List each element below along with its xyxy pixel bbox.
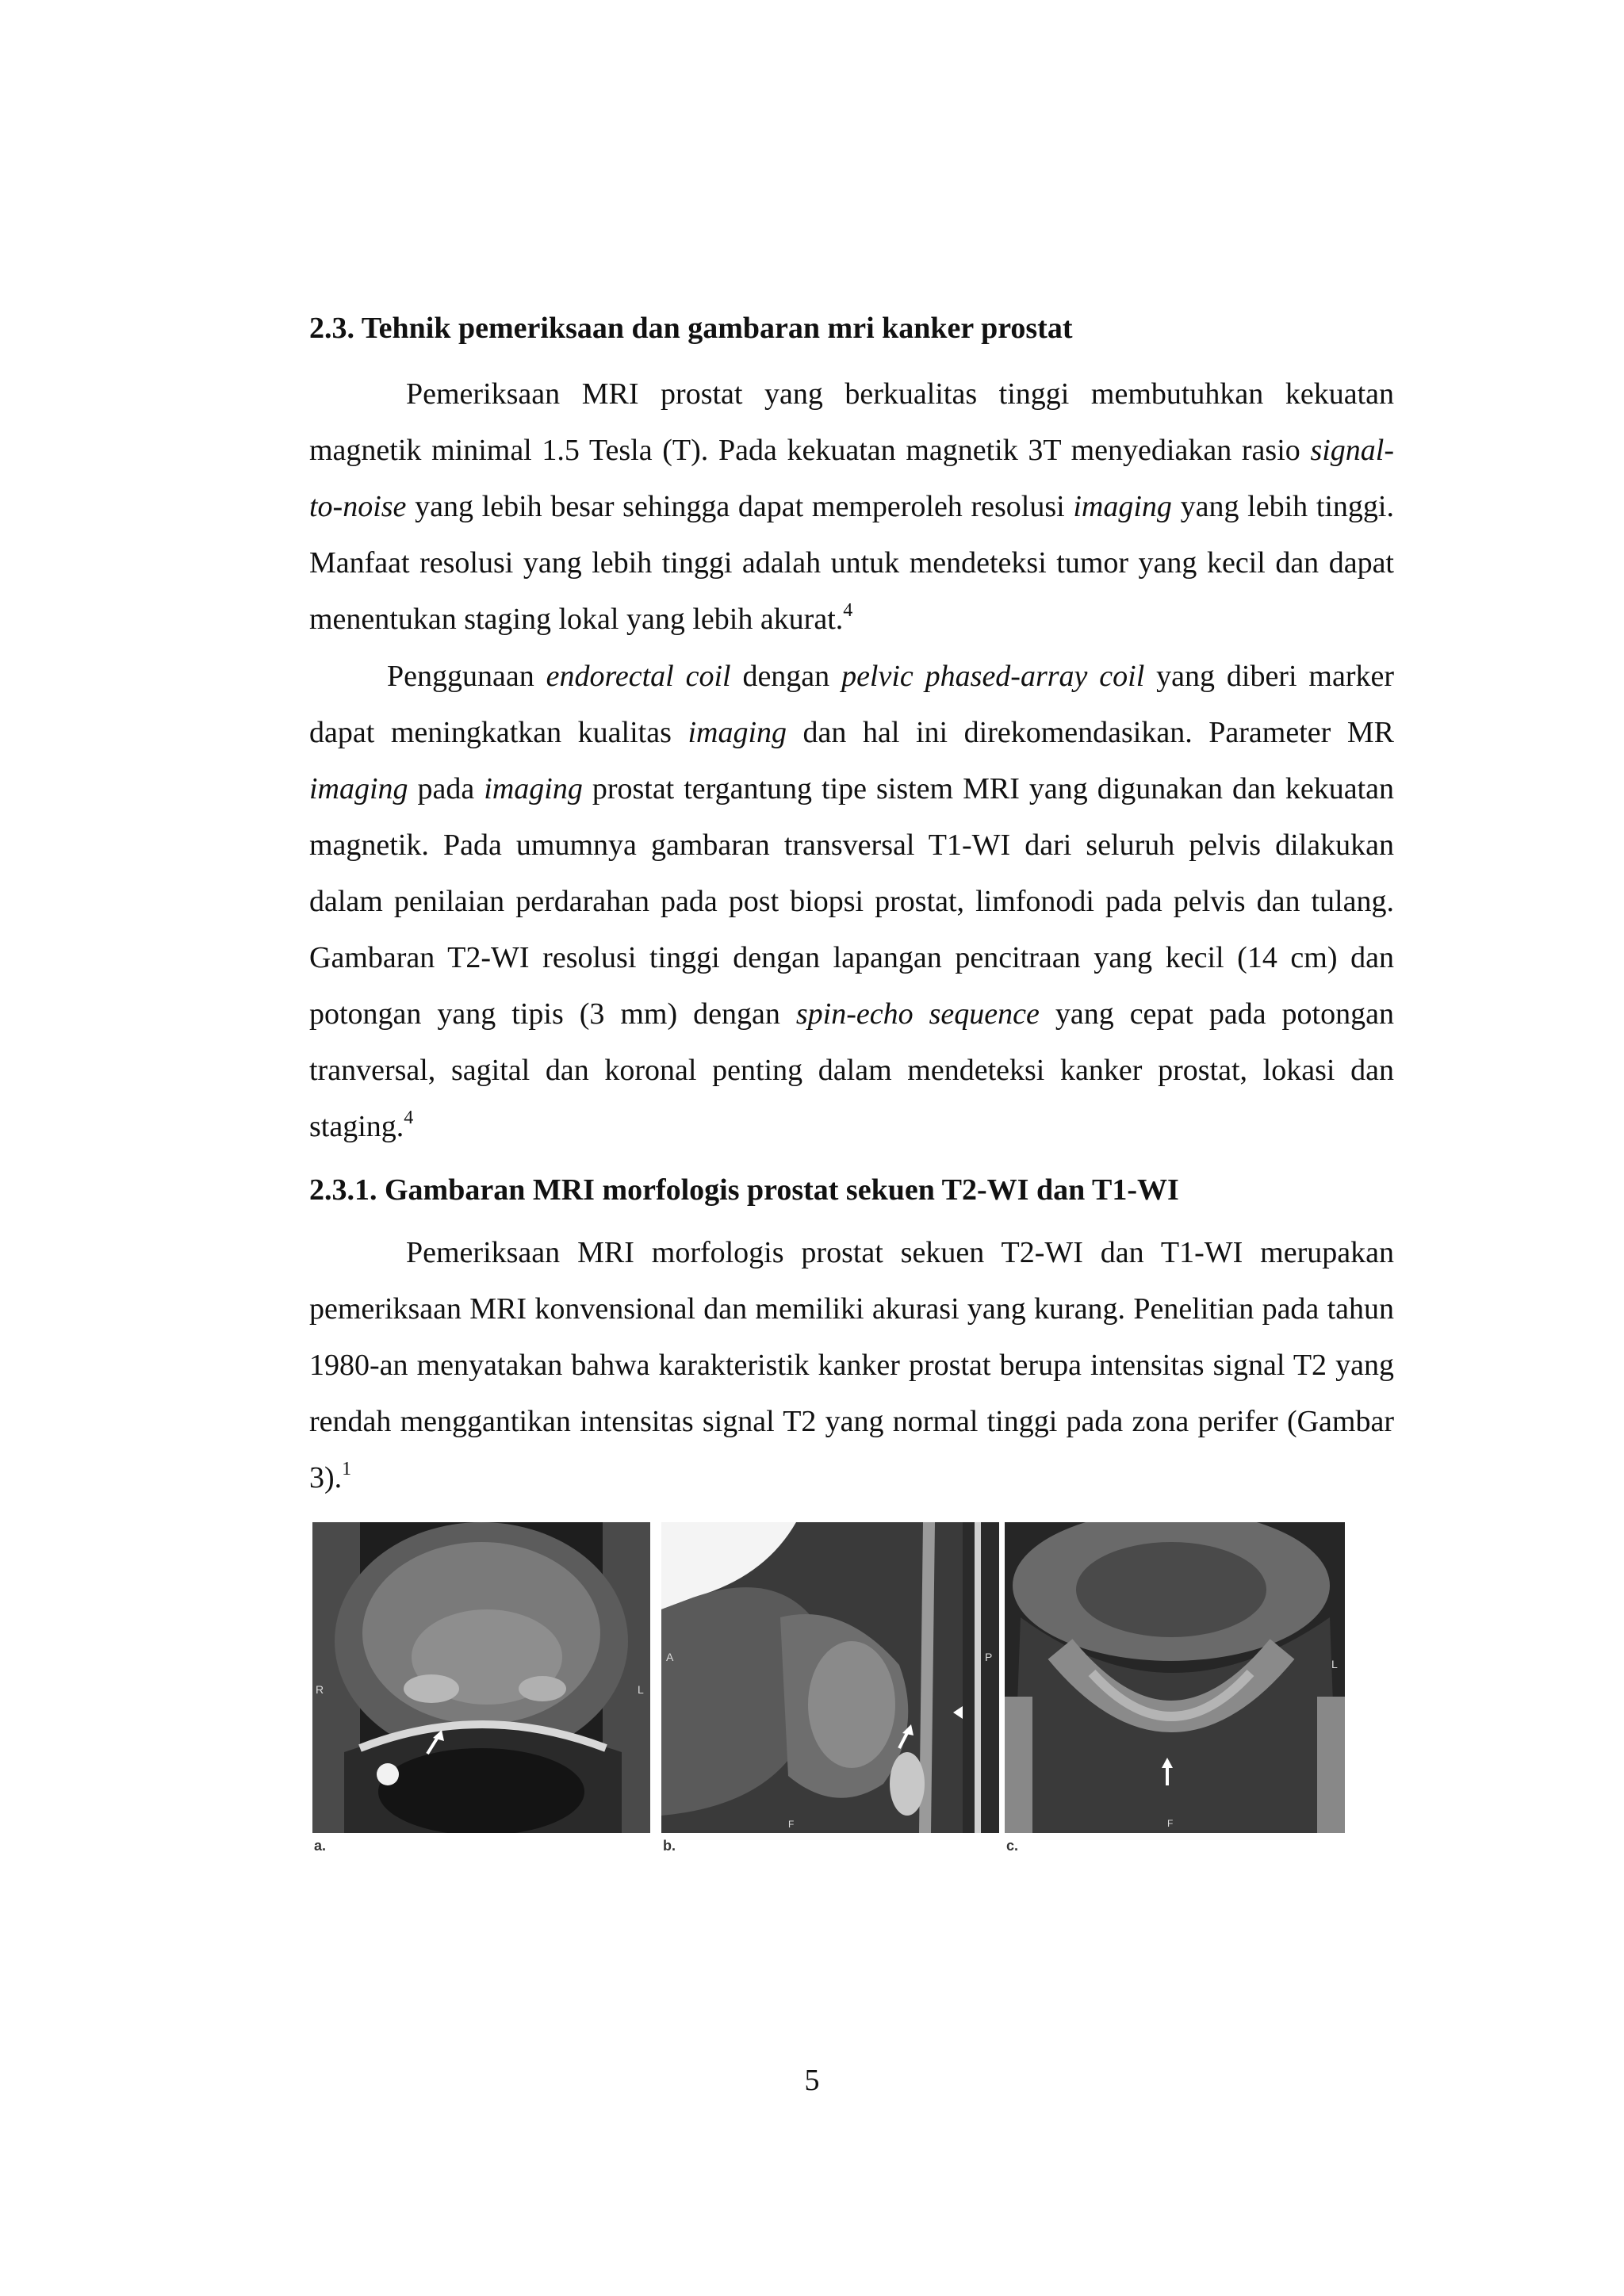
paragraph-3: [309, 1225, 1394, 1506]
mri-image-b: [661, 1522, 999, 1833]
para3-text-1: Pemeriksaan MRI morfologis prostat sekuen T2-WI dan T1-WI merupakan pemeriksaan MRI konvensional dan memiliki akurasi yang kurang. Penelitian pada tahun 1980-an menyatakan bahwa karakteristik kanker prostat berupa intensitas signal T2 yang rendah menggantikan intensitas signal T2 yang normal tinggi pada zona perifer (Gambar 3).: [309, 1236, 1394, 1494]
para2-italic-3: imaging: [688, 716, 787, 749]
para3-reference: 1: [342, 1459, 352, 1479]
panel-label-c: c.: [1006, 1838, 1019, 1854]
mri-panel-a: [312, 1522, 650, 1833]
label-p: P: [985, 1651, 993, 1663]
para1-text-3: yang lebih tinggi. Manfaat resolusi yang lebih tinggi adalah untuk mendeteksi tumor yang kecil dan dapat menentukan staging lokal yang lebih akurat.: [309, 490, 1394, 636]
para2-text-5: pada: [408, 772, 485, 806]
section-heading: 2.3. Tehnik pemeriksaan dan gambaran mri kanker prostat: [309, 312, 1073, 345]
para2-italic-4: imaging: [309, 772, 408, 806]
panel-label-b: b.: [663, 1838, 676, 1854]
mri-panel-b: [661, 1522, 999, 1833]
label-a: A: [666, 1651, 674, 1663]
subsection-heading: 2.3.1. Gambaran MRI morfologis prostat sekuen T2-WI dan T1-WI: [309, 1173, 1179, 1207]
para2-italic-5: imaging: [484, 772, 583, 806]
label-l: L: [638, 1683, 644, 1696]
label-r: R: [316, 1683, 324, 1696]
mri-image-a: [312, 1522, 650, 1833]
para2-text-6: prostat tergantung tipe sistem MRI yang digunakan dan kekuatan magnetik. Pada umumnya gambaran transversal T1-WI dari seluruh pelvis dilakukan dalam penilaian perdarahan pada post biopsi prostat, limfonodi pada pelvis dan tulang. Gambaran T2-WI resolusi tinggi dengan lapangan pencitraan yang kecil (14 cm) dan potongan yang tipis (3 mm) dengan: [309, 772, 1394, 1031]
paragraph-2: [309, 649, 1394, 1155]
para2-text-1: Penggunaan: [387, 660, 546, 693]
para2-italic-2: pelvic phased-array coil: [841, 660, 1145, 693]
paragraph-1: [309, 366, 1394, 648]
page-number: 5: [804, 2064, 820, 2097]
para2-text-7: yang cepat pada potongan tranversal, sagital dan koronal penting dalam mendeteksi kanker prostat, lokasi dan staging.: [309, 997, 1394, 1143]
para1-text-2: yang lebih besar sehingga dapat memperoleh resolusi: [406, 490, 1074, 523]
para1-text-1: Pemeriksaan MRI prostat yang berkualitas tinggi membutuhkan kekuatan magnetik minimal 1.5 Tesla (T). Pada kekuatan magnetik 3T menyediakan rasio: [309, 377, 1394, 467]
mri-panel-c: [1005, 1522, 1345, 1833]
para2-italic-6: spin-echo sequence: [795, 997, 1040, 1031]
label-f-c: F: [1167, 1818, 1174, 1829]
mri-image-c: [1005, 1522, 1345, 1833]
para2-italic-1: endorectal coil: [546, 660, 731, 693]
para1-reference: 4: [843, 600, 853, 621]
para1-italic-1: signal-to-noise: [309, 434, 1394, 523]
para1-italic-2: imaging: [1073, 490, 1172, 523]
para2-reference: 4: [404, 1108, 414, 1128]
para2-text-2: dengan: [730, 660, 842, 693]
figure-mri-panels: [312, 1522, 1345, 1855]
para2-text-4: dan hal ini direkomendasikan. Parameter MR: [787, 716, 1394, 749]
para2-text-3: yang diberi marker dapat meningkatkan kualitas: [309, 660, 1394, 749]
label-l-c: L: [1331, 1658, 1338, 1670]
label-f-b: F: [788, 1819, 795, 1830]
panel-label-a: a.: [314, 1838, 327, 1854]
